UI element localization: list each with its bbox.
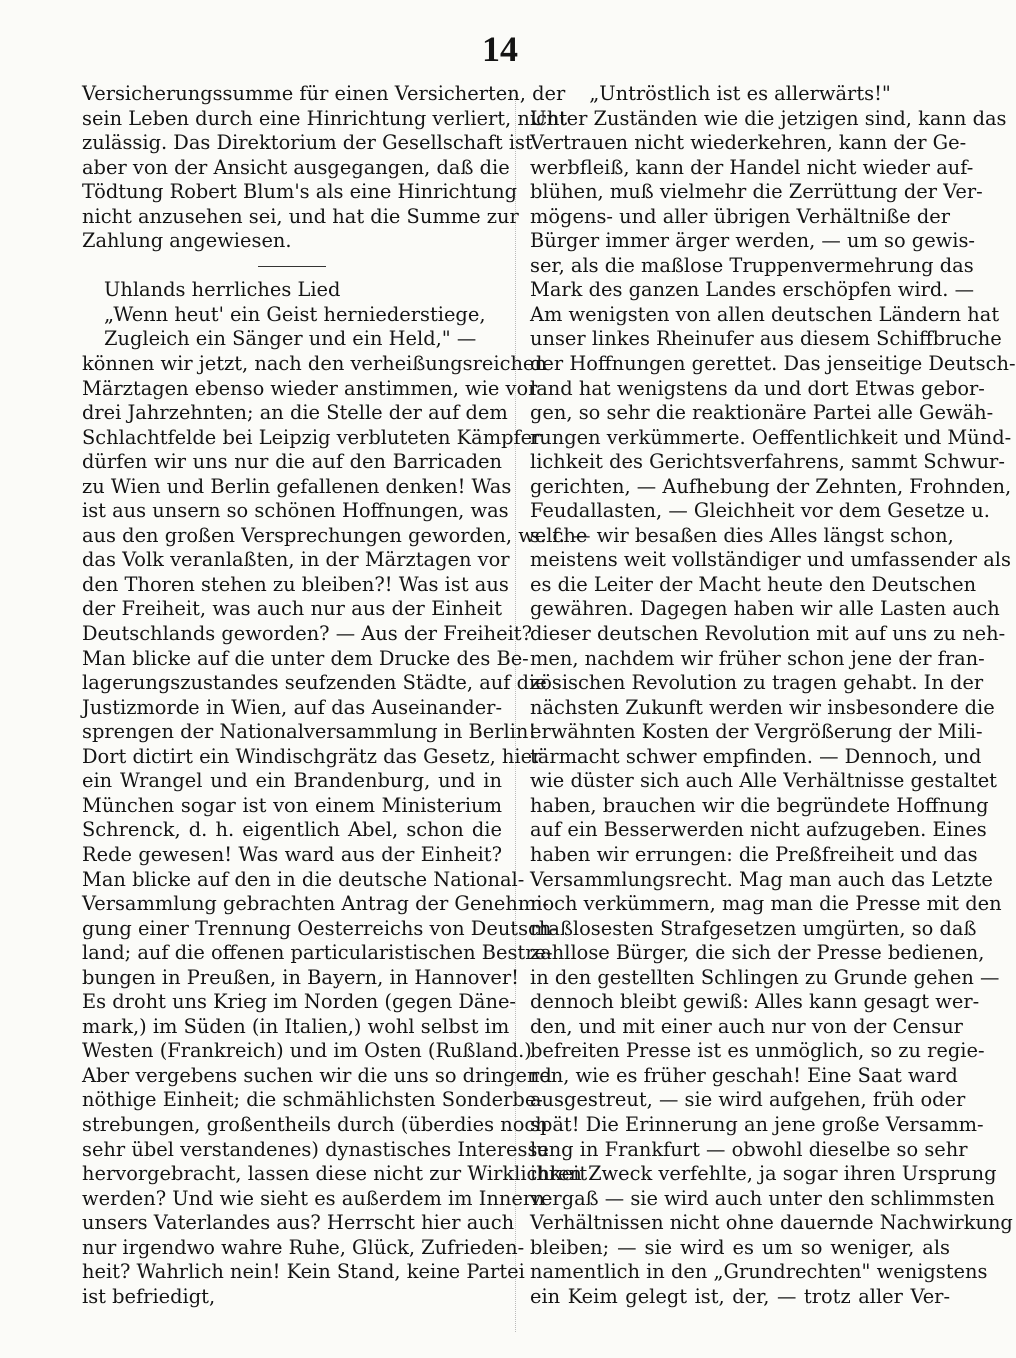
text-line: blühen, muß vielmehr die Zerrüttung der Ver- (530, 180, 983, 204)
text-line: men, nachdem wir früher schon jene der fran- (530, 646, 985, 670)
text-line: können wir jetzt, nach den verheißungsreichen (82, 352, 547, 376)
text-line: Schrenck, d. h. eigentlich Abel, schon die (82, 818, 502, 842)
text-line: Versammlung gebrachten Antrag der Genehmi- (82, 892, 549, 916)
text-line: hervorgebracht, lassen diese nicht zur Wirklichkeit (82, 1162, 588, 1186)
text-line: es die Leiter der Macht heute den Deutschen (530, 572, 977, 596)
text-line: dennoch bleibt gewiß: Alles kann gesagt wer- (530, 990, 980, 1014)
text-line: das Volk veranlaßten, in der Märztagen vor (82, 548, 510, 572)
text-line: land hat wenigstens da und dort Etwas gebor- (530, 376, 985, 400)
text-line: München sogar ist von einem Ministerium (82, 793, 502, 817)
text-line: strebungen, großentheils durch (überdies noch (82, 1112, 548, 1136)
text-line: der Hoffnungen gerettet. Das jenseitige Deutsch- (530, 352, 1016, 376)
text-line: ist befriedigt, (82, 1284, 216, 1308)
text-line: zösischen Revolution zu tragen gehabt. In der (530, 671, 984, 695)
text-line: den, und mit einer auch nur von der Censur (530, 1014, 963, 1038)
text-line: dieser deutschen Revolution mit auf uns zu neh- (530, 622, 1006, 646)
text-line: bleiben; — sie wird es um so weniger, als (530, 1235, 950, 1259)
text-line: gen, so sehr die reaktionäre Partei alle Gewäh- (530, 401, 994, 425)
text-line: zu Wien und Berlin gefallenen denken! Was (82, 474, 512, 498)
text-line: ist aus unsern so schönen Hoffnungen, was (82, 499, 509, 523)
text-line: land; auf die offenen particularistischen Bestre- (82, 941, 553, 965)
text-line: nöthige Einheit; die schmählichsten Sonderbe- (82, 1088, 543, 1112)
text-line: Am wenigsten von allen deutschen Ländern hat (530, 302, 1000, 326)
text-line: Versammlungsrecht. Mag man auch das Letzte (530, 867, 993, 891)
text-line: Mark des ganzen Landes erschöpfen wird. — (530, 278, 974, 302)
text-line: Man blicke auf die unter dem Drucke des Be- (82, 646, 529, 670)
text-line: haben, brauchen wir die begründete Hoffnung (530, 793, 989, 817)
text-line: vergaß — sie wird auch unter den schlimmsten (530, 1186, 995, 1210)
text-line: s. f. — wir besaßen dies Alles längst schon, (530, 523, 954, 547)
text-line: Verhältnissen nicht ohne dauernde Nachwirkung (530, 1211, 1013, 1235)
text-line: unsers Vaterlandes aus? Herrscht hier auch (82, 1211, 515, 1235)
text-line: Unter Zuständen wie die jetzigen sind, kann das (530, 106, 1007, 130)
text-line: mark,) im Süden (in Italien,) wohl selbst im (82, 1014, 510, 1038)
text-line: bungen in Preußen, in Bayern, in Hannover! (82, 965, 519, 989)
text-line: Märztagen ebenso wieder anstimmen, wie vor (82, 376, 538, 400)
text-line: ausgestreut, — sie wird aufgehen, früh oder (530, 1088, 966, 1112)
text-line: sein Leben durch eine Hinrichtung verliert, nicht (82, 106, 568, 130)
text-line: der Freiheit, was auch nur aus der Einheit (82, 597, 502, 621)
text-line (82, 254, 502, 279)
text-line: aber von der Ansicht ausgegangen, daß die (82, 155, 510, 179)
text-line: Man blicke auf den in die deutsche National- (82, 867, 525, 891)
text-line: den Thoren stehen zu bleiben?! Was ist aus (82, 572, 509, 596)
text-line: auf ein Besserwerden nicht aufzugeben. Eines (530, 818, 987, 842)
text-line: gerichten, — Aufhebung der Zehnten, Frohnden, (530, 474, 1012, 498)
text-line: in den gestellten Schlingen zu Grunde gehen — (530, 965, 1000, 989)
page-number: 14 (482, 29, 518, 69)
text-line: Vertrauen nicht wiederkehren, kann der Ge- (530, 131, 967, 155)
text-line: „Untröstlich ist es allerwärts!" (589, 82, 891, 105)
left-column (82, 82, 588, 1309)
text-line: Versicherungssumme für einen Versicherten, der (82, 82, 566, 105)
text-line: Es droht uns Krieg im Norden (gegen Däne- (82, 990, 516, 1014)
text-line: heit? Wahrlich nein! Kein Stand, keine Partei (82, 1260, 525, 1284)
text-line: „Wenn heut' ein Geist herniederstiege, (104, 302, 486, 326)
text-line: unser linkes Rheinufer aus diesem Schiffbruche (530, 327, 1002, 351)
text-line: Tödtung Robert Blum's als eine Hinrichtung (82, 180, 518, 204)
text-line: rungen verkümmerte. Oeffentlichkeit und Münd- (530, 425, 1012, 449)
text-line: namentlich in den „Grundrechten" wenigstens (530, 1260, 988, 1284)
text-line: Bürger immer ärger werden, — um so gewis- (530, 229, 975, 253)
text-line: ihren Zweck verfehlte, ja sogar ihren Ursprung (530, 1162, 997, 1186)
text-line: erwähnten Kosten der Vergrößerung der Mili- (530, 720, 983, 744)
text-line: befreiten Presse ist es unmöglich, so zu regie- (530, 1039, 985, 1063)
text-line: spät! Die Erinnerung an jene große Versamm- (530, 1112, 984, 1136)
text-line: Deutschlands geworden? — Aus der Freiheit? (82, 622, 532, 646)
text-line: Justizmorde in Wien, auf das Auseinander- (82, 695, 502, 719)
text-line: zahllose Bürger, die sich der Presse bedienen, (530, 941, 985, 965)
text-line: maßlosesten Strafgesetzen umgürten, so daß (530, 916, 977, 940)
text-line: nicht anzusehen sei, und hat die Summe zur (82, 204, 519, 228)
text-line: gewähren. Dagegen haben wir alle Lasten auch (530, 597, 1000, 621)
text-line: nächsten Zukunft werden wir insbesondere die (530, 695, 995, 719)
right-column (530, 82, 1016, 1309)
text-line: mögens- und aller übrigen Verhältniße der (530, 204, 950, 228)
text-line: noch verkümmern, mag man die Presse mit den (530, 892, 1002, 916)
text-line: dürfen wir uns nur die auf den Barricaden (82, 450, 502, 474)
text-line: sprengen der Nationalversammlung in Berlin! (82, 720, 537, 744)
text-line: ein Keim gelegt ist, der, — trotz aller Ver- (530, 1284, 950, 1308)
text-line: Dort dictirt ein Windischgrätz das Gesetz, hier (82, 744, 542, 768)
text-line: ein Wrangel und ein Brandenburg, und in (82, 769, 502, 793)
text-line: zulässig. Das Direktorium der Gesellschaft ist (82, 131, 533, 155)
text-line: lung in Frankfurt — obwohl dieselbe so sehr (530, 1137, 968, 1161)
text-line: lagerungszustandes seufzenden Städte, auf die (82, 671, 547, 695)
text-line: haben wir errungen: die Preßfreiheit und das (530, 842, 978, 866)
text-line: gung einer Trennung Oesterreichs von Deutsch- (82, 916, 558, 940)
text-line: aus den großen Versprechungen geworden, welche (82, 523, 588, 547)
text-line: Feudallasten, — Gleichheit vor dem Gesetze u. (530, 499, 990, 523)
text-line: wie düster sich auch Alle Verhältnisse gestaltet (530, 769, 997, 793)
text-line: Uhlands herrliches Lied (104, 278, 341, 302)
text-line: Zugleich ein Sänger und ein Held," — (104, 327, 477, 351)
text-line: lichkeit des Gerichtsverfahrens, sammt Schwur- (530, 450, 1005, 474)
text-line: Rede gewesen! Was ward aus der Einheit? (82, 842, 502, 866)
text-line: ren, wie es früher geschah! Eine Saat ward (530, 1063, 958, 1087)
text-line: Westen (Frankreich) und im Osten (Rußland.) (82, 1039, 532, 1063)
text-line: nur irgendwo wahre Ruhe, Glück, Zufrieden- (82, 1235, 525, 1259)
text-line: Zahlung angewiesen. (82, 229, 292, 253)
text-line: ser, als die maßlose Truppenvermehrung das (530, 253, 974, 277)
text-line: drei Jahrzehnten; an die Stelle der auf dem (82, 401, 508, 425)
text-line: sehr übel verstandenes) dynastisches Interesse (82, 1137, 549, 1161)
text-line: meistens weit vollständiger und umfassender als (530, 548, 1011, 572)
text-line: werbfleiß, kann der Handel nicht wieder auf- (530, 155, 974, 179)
text-line: Schlachtfelde bei Leipzig verbluteten Kämpfer (82, 425, 542, 449)
text-line: tärmacht schwer empfinden. — Dennoch, und (530, 744, 982, 768)
text-line: Aber vergebens suchen wir die uns so dringend (82, 1063, 552, 1087)
text-line: werden? Und wie sieht es außerdem im Innern (82, 1186, 545, 1210)
